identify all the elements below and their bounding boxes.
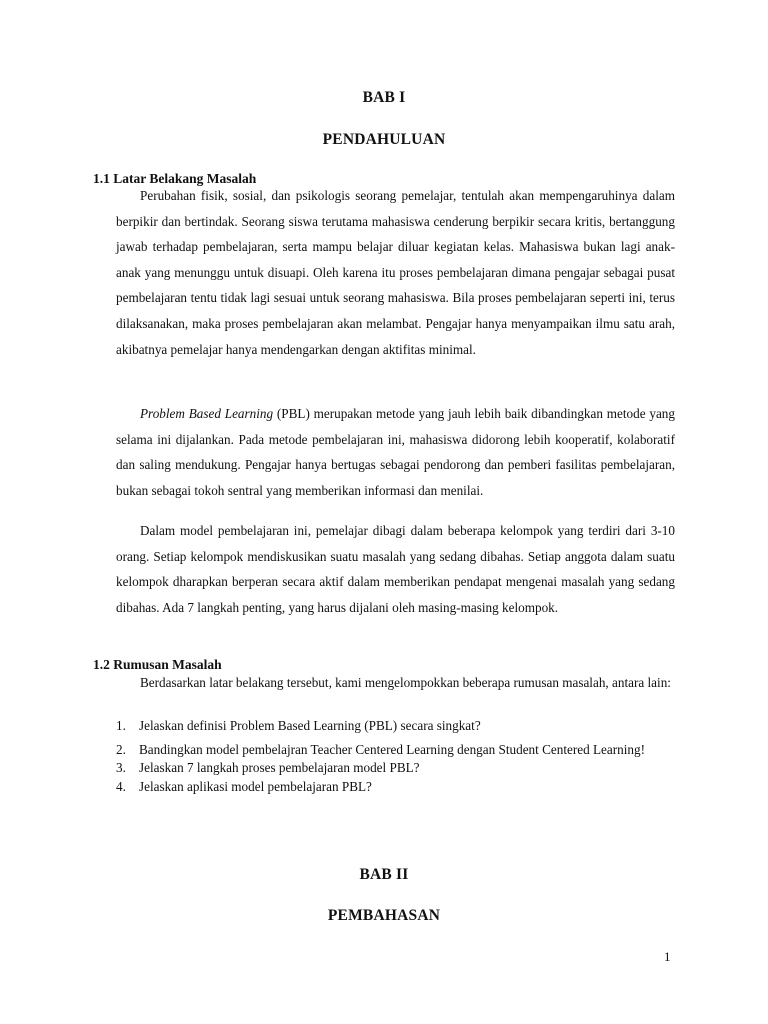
list-item-text: Jelaskan definisi Problem Based Learning (PBL) secara singkat? — [139, 718, 481, 733]
list-item-text: Jelaskan 7 langkah proses pembelajaran model PBL? — [139, 760, 420, 775]
chapter-2-title: BAB II — [359, 866, 409, 883]
pbl-term: Problem Based Learning — [140, 406, 274, 421]
paragraph-background-2 — [116, 401, 675, 503]
chapter-1-title: BAB I — [362, 89, 406, 106]
chapter-2-subtitle: PEMBAHASAN — [327, 907, 441, 924]
paragraph-problem-intro: Berdasarkan latar belakang tersebut, kami mengelompokkan beberapa rumusan masalah, antara lain: — [140, 675, 671, 690]
chapter-1-subtitle: PENDAHULUAN — [322, 131, 446, 148]
list-item — [116, 777, 675, 796]
list-item-text: Jelaskan aplikasi model pembelajaran PBL? — [139, 779, 372, 794]
problem-list — [116, 716, 675, 796]
paragraph-background-2-text: (PBL) merupakan metode yang jauh lebih baik dibandingkan metode yang selama ini dijalankan. Pada metode pembelajaran ini, mahasiswa didorong lebih kooperatif, kolaboratif dan saling mendukung. Pengajar hanya bertugas sebagai pendorong dan pemberi fasilitas pembelajaran, bukan sebagai tokoh sentral yang memberikan informasi dan menilai. — [116, 406, 675, 498]
list-item-number: 3. — [116, 760, 126, 775]
list-item-number: 4. — [116, 779, 126, 794]
list-item — [116, 758, 675, 777]
list-item-text: Bandingkan model pembelajran Teacher Centered Learning dengan Student Centered Learning! — [139, 742, 645, 757]
section-1-1-heading: 1.1 Latar Belakang Masalah — [93, 171, 257, 186]
paragraph-background-3: Dalam model pembelajaran ini, pemelajar dibagi dalam beberapa kelompok yang terdiri dari 3-10 orang. Setiap kelompok mendiskusikan suatu masalah yang sedang dibahas. Setiap anggota dalam suatu kelompok dharapkan berperan secara aktif dalam memberikan pendapat mengenai masalah yang sedang dibahas. Ada 7 langkah penting, yang harus dijalani oleh masing-masing kelompok. — [116, 523, 675, 615]
page-number: 1 — [664, 949, 671, 964]
list-item-number: 1. — [116, 718, 126, 733]
paragraph-background-1: Perubahan fisik, sosial, dan psikologis seorang pemelajar, tentulah akan mempengaruhinya dalam berpikir dan bertindak. Seorang siswa terutama mahasiswa cenderung berpikir secara kritis, bertanggung jawab terhadap pembelajaran, serta mampu belajar diluar kegiatan kelas. Mahasiswa bukan lagi anak-anak yang menunggu untuk disuapi. Oleh karena itu proses pembelajaran dimana pengajar sebagai pusat pembelajaran tentu tidak lagi sesuai untuk seorang mahasiswa. Bila proses pembelajaran seperti ini, terus dilaksanakan, maka proses pembelajaran akan melambat. Pengajar hanya menyampaikan ilmu satu arah, akibatnya pemelajar hanya mendengarkan dengan aktifitas minimal. — [116, 188, 675, 357]
list-item-number: 2. — [116, 742, 126, 757]
list-item — [116, 716, 675, 735]
section-1-2-heading: 1.2 Rumusan Masalah — [93, 657, 222, 672]
